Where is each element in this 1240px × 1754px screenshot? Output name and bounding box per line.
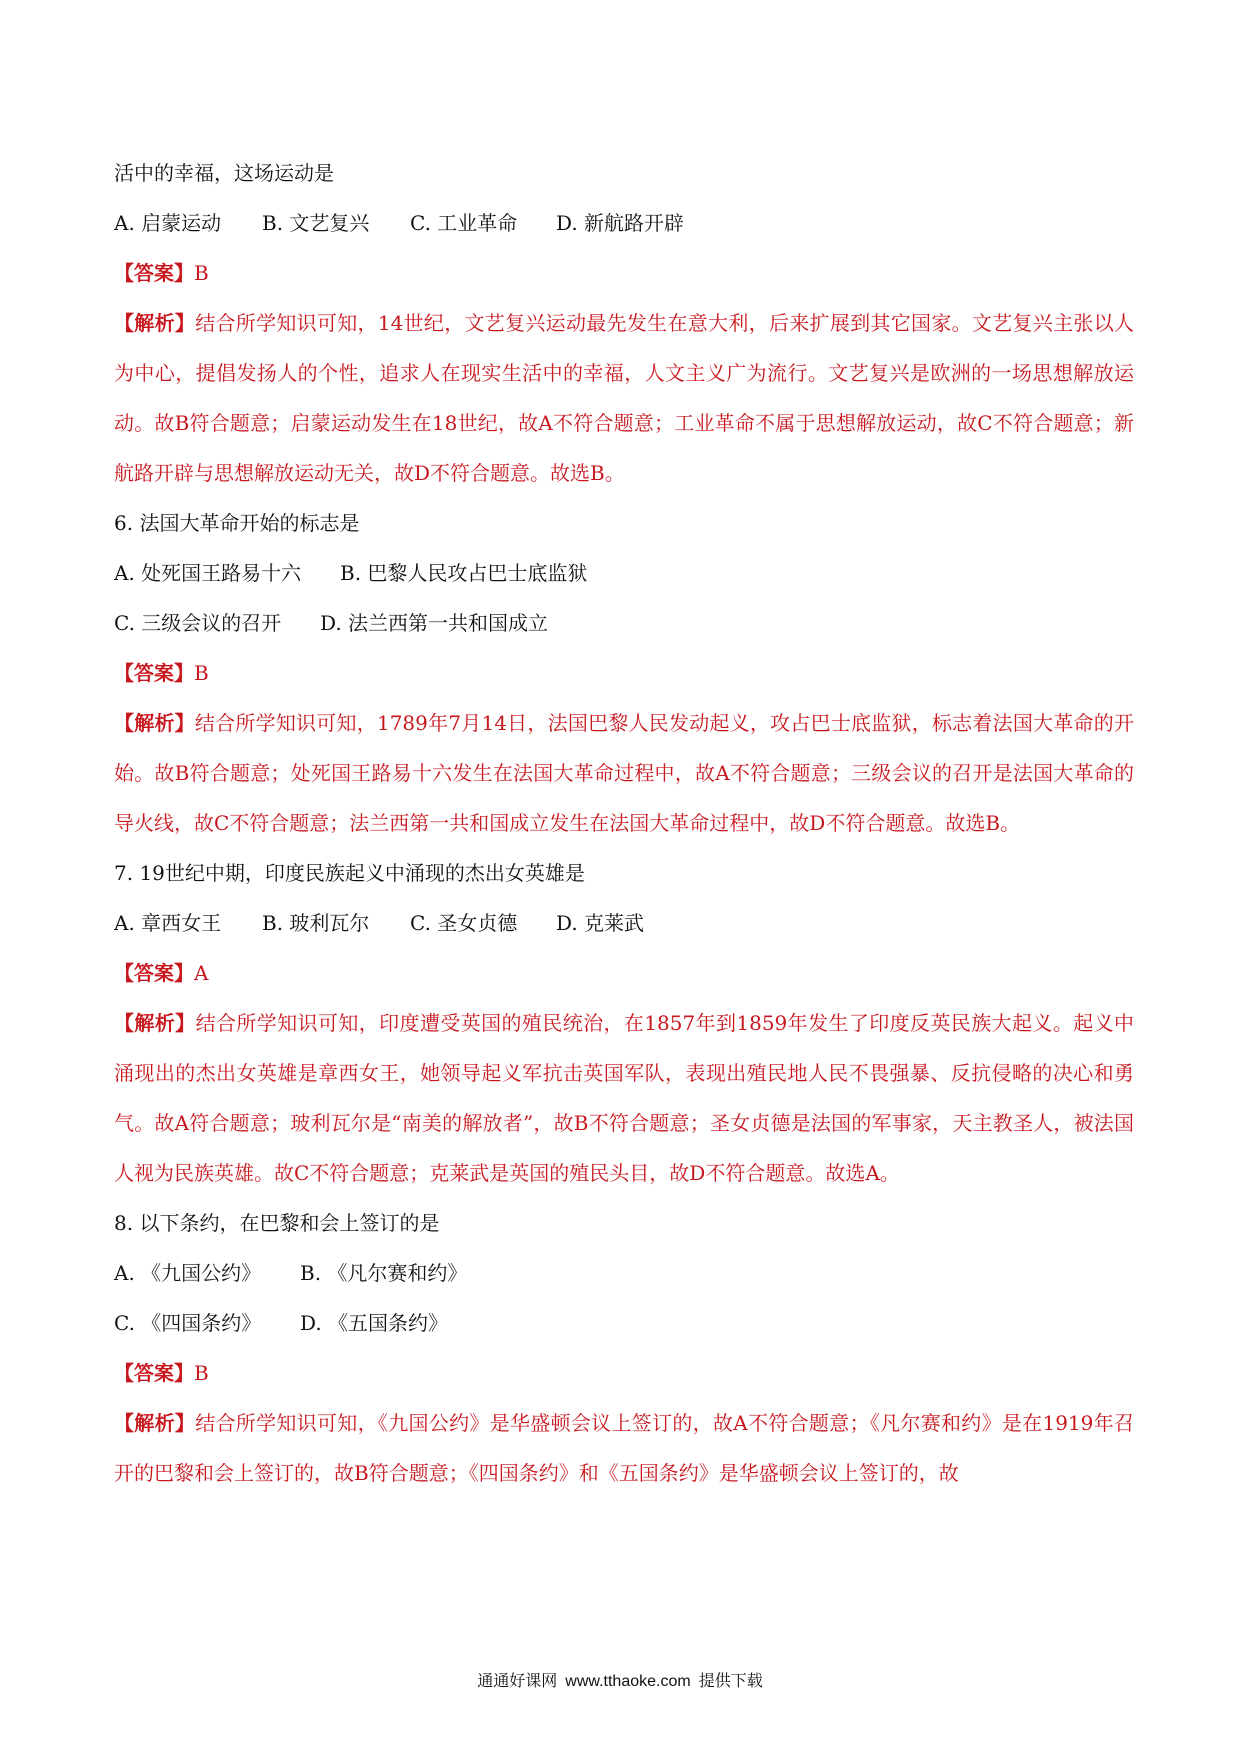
q5-answer (114, 248, 1134, 298)
answer-value: A (194, 961, 209, 985)
q6-analysis (114, 698, 1134, 848)
footer-url-link[interactable]: www.tthaoke.com (565, 1673, 691, 1690)
analysis-tag: 【解析】 (114, 711, 195, 735)
q8-option-c: C. 《四国条约》 (114, 1311, 262, 1335)
q8-options-row1 (114, 1248, 1134, 1298)
footer-site-name: 通通好课网 (477, 1671, 558, 1690)
q8-stem: 8. 以下条约，在巴黎和会上签订的是 (114, 1211, 440, 1235)
q8-option-a: A. 《九国公约》 (114, 1261, 262, 1285)
q8-option-d: D. 《五国条约》 (300, 1311, 449, 1335)
q6-option-a: A. 处死国王路易十六 (114, 561, 302, 585)
q7-stem: 7. 19世纪中期，印度民族起义中涌现的杰出女英雄是 (114, 861, 585, 885)
q7-answer (114, 948, 1134, 998)
q6-options-row1 (114, 548, 1134, 598)
q7-options (114, 898, 1134, 948)
q7-analysis (114, 998, 1134, 1198)
q6-answer (114, 648, 1134, 698)
q7-option-a: A. 章西女王 (114, 911, 222, 935)
q7-option-d: D. 克莱武 (556, 911, 645, 935)
answer-value: B (194, 261, 209, 285)
answer-value: B (194, 1361, 209, 1385)
q8-answer (114, 1348, 1134, 1398)
q5-option-c: C. 工业革命 (410, 211, 518, 235)
analysis-text: 结合所学知识可知，14世纪，文艺复兴运动最先发生在意大利，后来扩展到其它国家。文艺复兴主张以人为中心，提倡发扬人的个性，追求人在现实生活中的幸福，人文主义广为流行。文艺复兴是欧洲的一场思想解放运动。故B符合题意；启蒙运动发生在18世纪，故A不符合题意；工业革命不属于思想解放运动，故C不符合题意；新航路开辟与思想解放运动无关，故D不符合题意。故选B。 (114, 311, 1134, 485)
q8-options-row2 (114, 1298, 1134, 1348)
answer-tag: 【答案】 (114, 661, 194, 685)
q6-stem: 6. 法国大革命开始的标志是 (114, 511, 360, 535)
q6-option-d: D. 法兰西第一共和国成立 (320, 611, 549, 635)
q6-option-b: B. 巴黎人民攻占巴士底监狱 (340, 561, 588, 585)
q5-option-a: A. 启蒙运动 (114, 211, 222, 235)
q5-stem-tail: 活中的幸福，这场运动是 (114, 161, 334, 185)
q5-option-b: B. 文艺复兴 (262, 211, 370, 235)
analysis-text: 结合所学知识可知，《九国公约》是华盛顿会议上签订的，故A不符合题意；《凡尔赛和约》是在1919年召开的巴黎和会上签订的，故B符合题意；《四国条约》和《五国条约》是华盛顿会议上签订的，故 (114, 1411, 1135, 1485)
answer-value: B (194, 661, 209, 685)
q6-options-row2 (114, 598, 1134, 648)
q8-analysis (114, 1398, 1134, 1498)
analysis-tag: 【解析】 (114, 1411, 196, 1435)
document-body (114, 148, 1134, 1498)
q6-option-c: C. 三级会议的召开 (114, 611, 282, 635)
q5-option-d: D. 新航路开辟 (556, 211, 685, 235)
q7-option-b: B. 玻利瓦尔 (262, 911, 370, 935)
q7-option-c: C. 圣女贞德 (410, 911, 518, 935)
footer-download-text: 提供下载 (698, 1671, 763, 1690)
page-footer (0, 1668, 1240, 1691)
answer-tag: 【答案】 (114, 1361, 194, 1385)
analysis-tag: 【解析】 (114, 1011, 196, 1035)
analysis-text: 结合所学知识可知，1789年7月14日，法国巴黎人民发动起义，攻占巴士底监狱，标志着法国大革命的开始。故B符合题意；处死国王路易十六发生在法国大革命过程中，故A不符合题意；三级会议的召开是法国大革命的导火线，故C不符合题意；法兰西第一共和国成立发生在法国大革命过程中，故D不符合题意。故选B。 (114, 711, 1135, 835)
analysis-tag: 【解析】 (114, 311, 196, 335)
answer-tag: 【答案】 (114, 961, 194, 985)
answer-tag: 【答案】 (114, 261, 194, 285)
q8-option-b: B. 《凡尔赛和约》 (300, 1261, 468, 1285)
q5-options (114, 198, 1134, 248)
analysis-text: 结合所学知识可知，印度遭受英国的殖民统治，在1857年到1859年发生了印度反英民族大起义。起义中涌现出的杰出女英雄是章西女王，她领导起义军抗击英国军队，表现出殖民地人民不畏强暴、反抗侵略的决心和勇气。故A符合题意；玻利瓦尔是“南美的解放者”，故B不符合题意；圣女贞德是法国的军事家，天主教圣人，被法国人视为民族英雄。故C不符合题意；克莱武是英国的殖民头目，故D不符合题意。故选A。 (114, 1011, 1135, 1185)
q5-analysis (114, 298, 1134, 498)
